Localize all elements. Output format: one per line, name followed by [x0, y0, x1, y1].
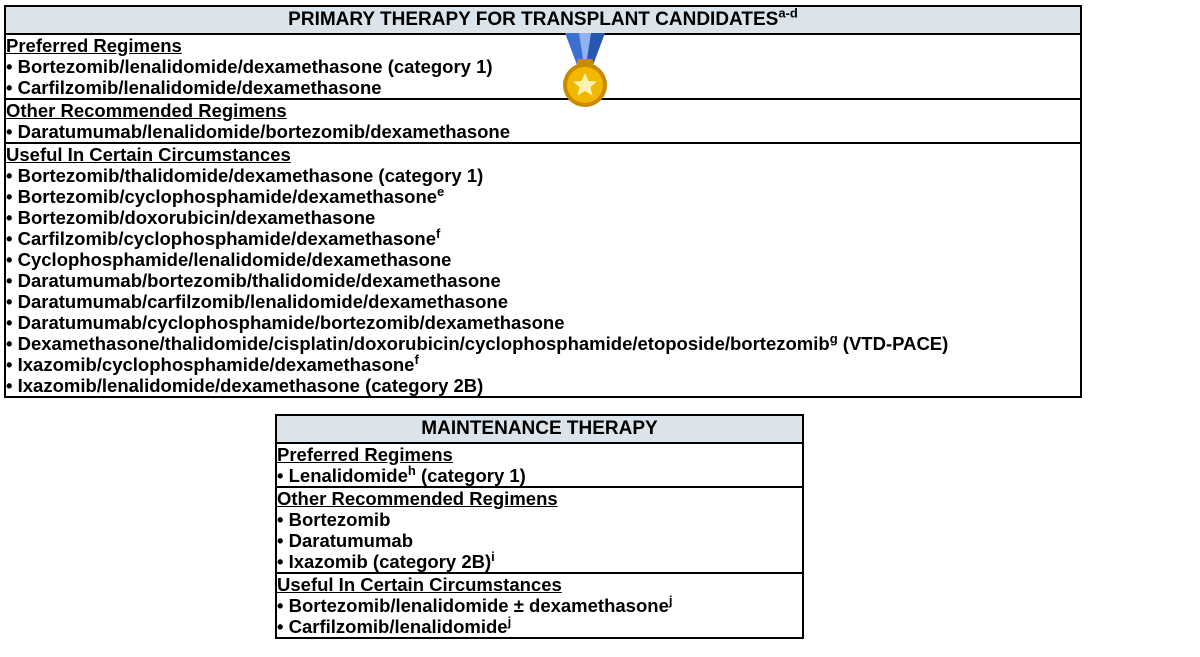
maintenance-therapy-table — [275, 414, 804, 639]
regimen-item — [6, 183, 1080, 207]
primary-therapy-title — [5, 6, 1081, 34]
regimen-text: • Bortezomib/lenalidomide ± dexamethasone — [277, 595, 669, 616]
primary-therapy-table — [4, 5, 1082, 398]
regimen-item — [277, 592, 802, 616]
regimen-item — [6, 330, 1080, 354]
regimen-footnote: j — [668, 592, 673, 608]
regimen-text: • Daratumumab/cyclophosphamide/bortezomib/dexamethasone — [6, 312, 565, 333]
regimen-footnote: j — [507, 613, 512, 629]
regimen-item — [6, 56, 1080, 77]
regimen-footnote: e — [437, 183, 445, 199]
regimen-text: • Bortezomib/thalidomide/dexamethasone (category 1) — [6, 165, 484, 186]
regimen-item — [6, 291, 1080, 312]
primary-other-heading: Other Recommended Regimens — [6, 100, 287, 121]
maintenance-useful-heading: Useful In Certain Circumstances — [277, 574, 562, 595]
regimen-footnote: i — [491, 548, 495, 564]
primary-preferred-section — [5, 34, 1081, 99]
regimen-text: • Ixazomib/cyclophosphamide/dexamethasone — [6, 354, 415, 375]
regimen-suffix: (VTD-PACE) — [837, 333, 949, 354]
regimen-text: • Daratumumab/bortezomib/thalidomide/dexamethasone — [6, 270, 501, 291]
maintenance-useful-list — [277, 592, 802, 637]
regimen-item — [6, 312, 1080, 333]
regimen-item — [6, 249, 1080, 270]
regimen-item — [6, 77, 1080, 98]
maintenance-preferred-section — [276, 443, 803, 487]
regimen-text: • Bortezomib/doxorubicin/dexamethasone — [6, 207, 376, 228]
maintenance-preferred-heading: Preferred Regimens — [277, 444, 453, 465]
maintenance-title-text: MAINTENANCE THERAPY — [421, 418, 658, 439]
regimen-suffix: (category 1) — [415, 465, 526, 486]
primary-title-footnote: a-d — [778, 5, 798, 21]
regimen-item — [6, 207, 1080, 228]
regimen-text: • Daratumumab — [277, 530, 414, 551]
primary-other-list — [6, 121, 1080, 142]
regimen-item — [277, 509, 802, 530]
regimen-text: • Ixazomib/lenalidomide/dexamethasone (category 2B) — [6, 375, 484, 396]
regimen-item — [6, 270, 1080, 291]
regimen-footnote: f — [436, 225, 441, 241]
regimen-text: • Carfilzomib/cyclophosphamide/dexamethasone — [6, 228, 437, 249]
maintenance-therapy-title — [276, 415, 803, 443]
regimen-text: • Bortezomib/cyclophosphamide/dexamethasone — [6, 186, 438, 207]
regimen-item — [277, 548, 802, 572]
regimen-footnote: h — [407, 462, 416, 478]
primary-preferred-heading: Preferred Regimens — [6, 35, 182, 56]
primary-useful-list — [6, 165, 1080, 396]
primary-other-section — [5, 99, 1081, 143]
regimen-text: • Bortezomib/lenalidomide/dexamethasone (category 1) — [6, 56, 493, 77]
maintenance-useful-section — [276, 573, 803, 638]
regimen-item — [6, 121, 1080, 142]
regimen-item — [6, 375, 1080, 396]
primary-title-text: PRIMARY THERAPY FOR TRANSPLANT CANDIDATES — [288, 9, 779, 30]
maintenance-other-heading: Other Recommended Regimens — [277, 488, 558, 509]
regimen-item — [277, 613, 802, 637]
regimen-text: • Carfilzomib/lenalidomide/dexamethasone — [6, 77, 382, 98]
regimen-text: • Dexamethasone/thalidomide/cisplatin/doxorubicin/cyclophosphamide/etoposide/bortezomib — [6, 333, 830, 354]
regimen-footnote: g — [829, 330, 838, 346]
regimen-text: • Ixazomib (category 2B) — [277, 551, 492, 572]
regimen-item — [6, 351, 1080, 375]
regimen-item — [6, 165, 1080, 186]
regimen-text: • Daratumumab/lenalidomide/bortezomib/dexamethasone — [6, 121, 511, 142]
maintenance-preferred-list — [277, 462, 802, 486]
regimen-text: • Daratumumab/carfilzomib/lenalidomide/dexamethasone — [6, 291, 508, 312]
regimen-footnote: f — [414, 351, 419, 367]
regimen-text: • Bortezomib — [277, 509, 391, 530]
primary-preferred-list — [6, 56, 1080, 98]
primary-useful-section — [5, 143, 1081, 397]
gold-medal-icon — [557, 33, 613, 109]
regimen-text: • Cyclophosphamide/lenalidomide/dexamethasone — [6, 249, 452, 270]
maintenance-other-list — [277, 509, 802, 572]
regimen-text: • Carfilzomib/lenalidomide — [277, 616, 508, 637]
primary-useful-heading: Useful In Certain Circumstances — [6, 144, 291, 165]
regimen-item — [277, 530, 802, 551]
regimen-item — [6, 225, 1080, 249]
regimen-text: • Lenalidomide — [277, 465, 408, 486]
maintenance-other-section — [276, 487, 803, 573]
regimen-item — [277, 462, 802, 486]
